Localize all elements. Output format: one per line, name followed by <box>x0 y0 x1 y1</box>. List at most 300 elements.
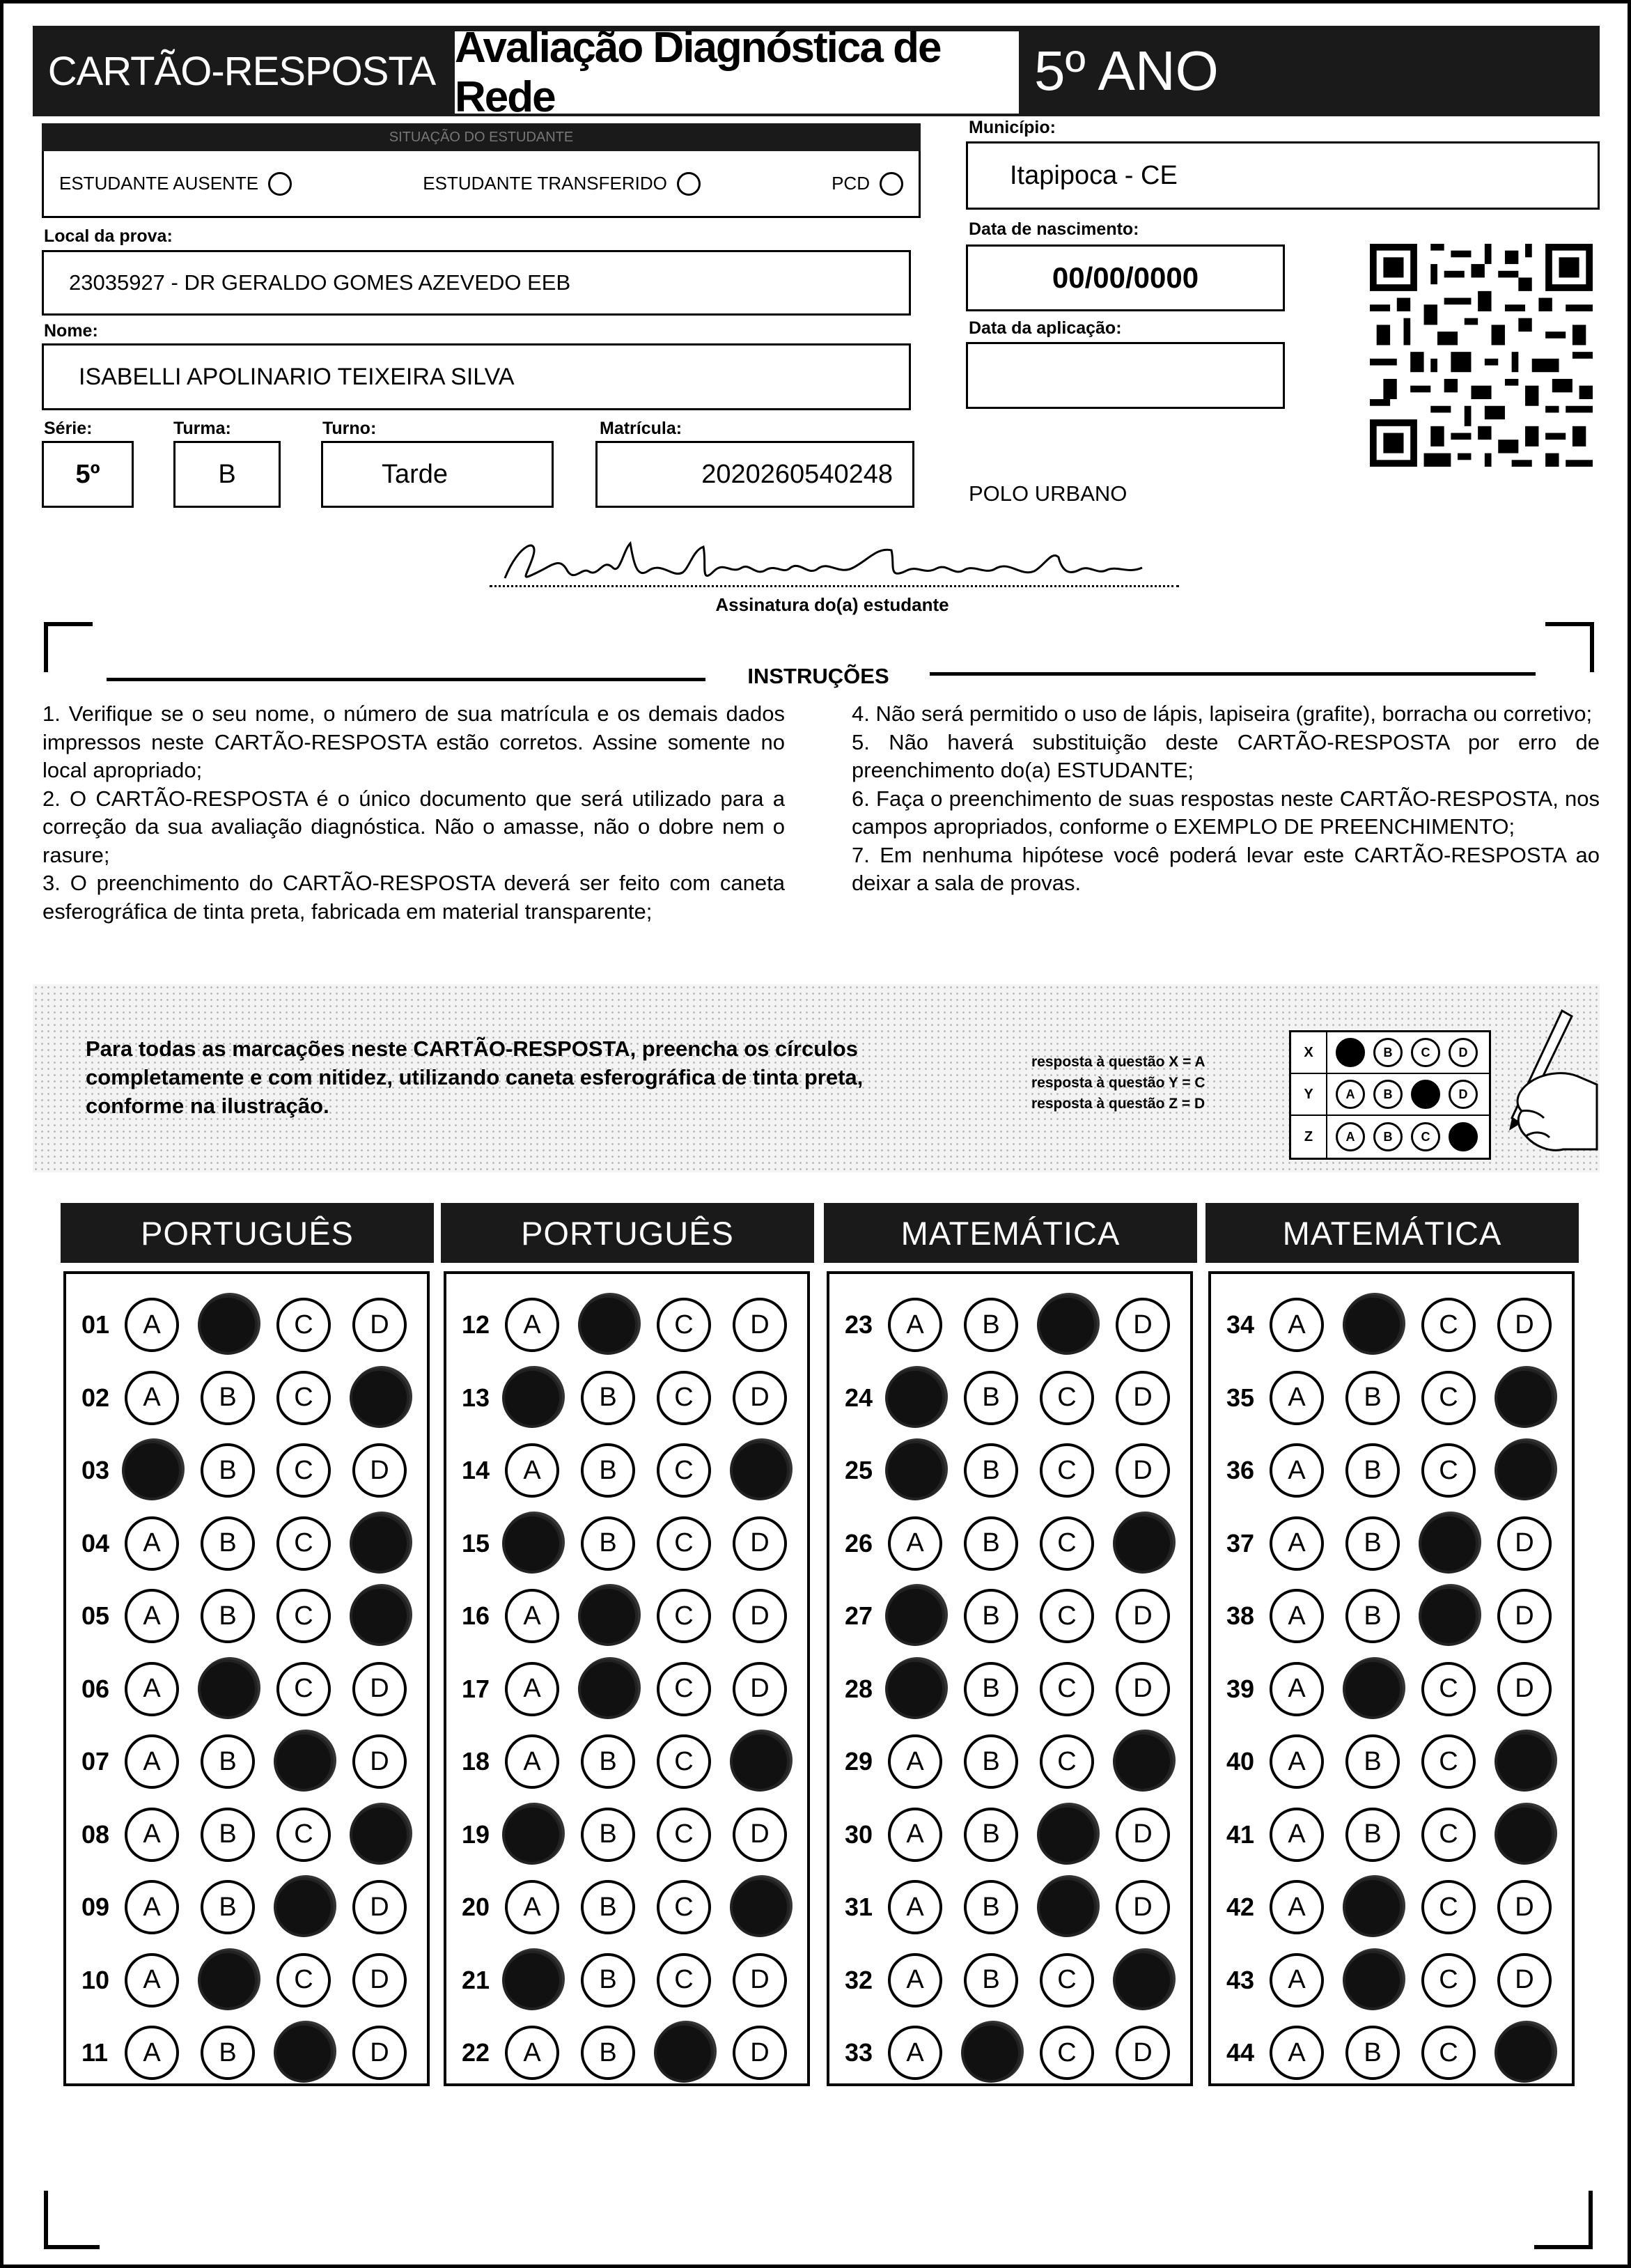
question-number: 42 <box>1226 1893 1255 1921</box>
question-row <box>81 1512 428 1575</box>
instruction-item: 4. Não será permitido o uso de lápis, lapiseira (grafite), borracha ou corretivo; <box>852 701 1593 726</box>
answer-bubble-c[interactable]: C <box>657 1298 711 1352</box>
answer-bubble-b[interactable]: B <box>201 2026 255 2080</box>
answer-bubble-a[interactable]: A <box>125 1953 179 2007</box>
answer-bubble-a[interactable]: A <box>1270 1880 1324 1934</box>
answer-bubble-c[interactable]: C <box>1421 1371 1476 1425</box>
question-number: 07 <box>81 1747 110 1776</box>
question-row <box>81 1730 428 1793</box>
answer-bubble-b[interactable]: B <box>1345 1734 1400 1789</box>
question-number: 25 <box>845 1456 873 1484</box>
example-bubble-d: D <box>1449 1080 1478 1109</box>
question-number: 22 <box>462 2038 490 2067</box>
answer-bubble-b[interactable]: B <box>964 1734 1018 1789</box>
answer-bubble-b[interactable]: B <box>964 1662 1018 1716</box>
qr-code-icon <box>1370 240 1593 470</box>
question-number: 06 <box>81 1674 110 1703</box>
answer-bubble-b[interactable]: B <box>1345 1662 1400 1716</box>
answer-bubble-b[interactable]: B <box>964 1516 1018 1571</box>
question-number: 31 <box>845 1893 873 1921</box>
question-number: 43 <box>1226 1965 1255 1994</box>
question-row <box>81 1439 428 1502</box>
answer-bubble-b[interactable]: B <box>1345 1298 1400 1352</box>
answer-bubble-a[interactable]: A <box>1270 1371 1324 1425</box>
answer-bubble-a[interactable]: A <box>888 1371 942 1425</box>
question-row <box>845 1876 1192 1939</box>
answer-bubble-a[interactable]: A <box>125 1662 179 1716</box>
question-row <box>462 1585 809 1647</box>
answer-bubble-d[interactable]: D <box>733 1808 787 1862</box>
question-row <box>1226 1658 1573 1721</box>
answer-bubble-a[interactable]: A <box>125 1516 179 1571</box>
answer-bubble-c[interactable]: C <box>657 1662 711 1716</box>
example-row-label: X <box>1291 1032 1327 1073</box>
answer-bubble-c[interactable]: C <box>1421 1953 1476 2007</box>
legend-item: resposta à questão Y = C <box>1031 1075 1205 1091</box>
question-number: 08 <box>81 1819 110 1849</box>
question-row <box>1226 1803 1573 1866</box>
answer-bubble-c[interactable]: C <box>1040 1953 1094 2007</box>
local-label: Local da prova: <box>44 226 173 246</box>
answer-bubble-b[interactable]: B <box>581 1953 635 2007</box>
answer-bubble-a[interactable]: A <box>125 1808 179 1862</box>
answer-bubble-d[interactable]: D <box>733 1371 787 1425</box>
answer-bubble-c[interactable]: C <box>276 1371 331 1425</box>
question-row <box>462 1512 809 1575</box>
answer-bubble-c[interactable]: C <box>1421 1734 1476 1789</box>
answer-bubble-b[interactable]: B <box>201 1298 255 1352</box>
header-grade: 5º ANO <box>1034 40 1219 102</box>
question-number: 12 <box>462 1310 490 1339</box>
question-row <box>1226 1439 1573 1502</box>
example-row-label: Z <box>1291 1116 1327 1158</box>
answer-bubble-d[interactable]: D <box>733 1734 787 1789</box>
answer-bubble-d[interactable]: D <box>1116 2026 1170 2080</box>
question-row <box>845 1367 1192 1429</box>
answer-bubble-c[interactable]: C <box>1040 1880 1094 1934</box>
question-row <box>462 1876 809 1939</box>
answer-bubble-b[interactable]: B <box>201 1880 255 1934</box>
answer-bubble-b[interactable]: B <box>581 1808 635 1862</box>
example-bubble-c: C <box>1411 1122 1440 1151</box>
question-number: 32 <box>845 1965 873 1994</box>
answer-bubble-d[interactable]: D <box>352 1589 407 1643</box>
answer-bubble-c[interactable]: C <box>1421 2026 1476 2080</box>
example-bubble-a <box>1336 1038 1365 1067</box>
answer-bubble-d[interactable]: D <box>733 1298 787 1352</box>
answer-bubble-d[interactable]: D <box>1497 1371 1552 1425</box>
answer-bubble-a[interactable]: A <box>888 2026 942 2080</box>
status-bar: SITUAÇÃO DO ESTUDANTE <box>42 123 921 151</box>
answer-bubble-d[interactable]: D <box>1116 1298 1170 1352</box>
answer-bubble-b[interactable]: B <box>1345 2026 1400 2080</box>
question-row <box>845 2021 1192 2084</box>
answer-bubble-c[interactable]: C <box>276 1734 331 1789</box>
answer-bubble-d[interactable]: D <box>352 1662 407 1716</box>
question-row <box>1226 1294 1573 1356</box>
question-row <box>81 1803 428 1866</box>
question-row <box>1226 1949 1573 2012</box>
answer-bubble-c[interactable]: C <box>1421 1662 1476 1716</box>
answer-bubble-c[interactable]: C <box>1040 1443 1094 1498</box>
question-number: 41 <box>1226 1819 1255 1849</box>
answer-bubble-b[interactable]: B <box>581 1298 635 1352</box>
section-header: MATEMÁTICA <box>1205 1203 1579 1263</box>
answer-bubble-c[interactable]: C <box>657 1589 711 1643</box>
answer-bubble-a[interactable]: A <box>1270 1298 1324 1352</box>
example-bubble-a: A <box>1336 1080 1365 1109</box>
answer-bubble-a[interactable]: A <box>125 1589 179 1643</box>
answer-bubble-c[interactable]: C <box>1040 1371 1094 1425</box>
answer-bubble-c[interactable]: C <box>276 1298 331 1352</box>
answer-bubble-c[interactable]: C <box>1421 1298 1476 1352</box>
answer-bubble-d[interactable]: D <box>1497 1298 1552 1352</box>
answer-bubble-d[interactable]: D <box>352 2026 407 2080</box>
section-header: PORTUGUÊS <box>441 1203 814 1263</box>
answer-bubble-c[interactable]: C <box>657 1953 711 2007</box>
legend-item: resposta à questão X = A <box>1031 1054 1205 1070</box>
status-options <box>42 151 921 218</box>
turma-label: Turma: <box>173 419 231 438</box>
pcd-option[interactable] <box>832 172 903 196</box>
answer-bubble-b[interactable]: B <box>201 1371 255 1425</box>
answer-bubble-a[interactable]: A <box>125 2026 179 2080</box>
answer-bubble-d[interactable]: D <box>1497 2026 1552 2080</box>
instruction-item: 5. Não haverá substituição deste CARTÃO-RESPOSTA por erro de preenchimento do(a) ESTUDANTE; <box>852 729 1600 782</box>
answer-bubble-a[interactable]: A <box>125 1443 179 1498</box>
answer-bubble-a[interactable]: A <box>1270 1808 1324 1862</box>
answer-bubble-d[interactable]: D <box>1497 1808 1552 1862</box>
question-number: 05 <box>81 1601 110 1630</box>
example-bubble-b: B <box>1373 1038 1403 1067</box>
question-number: 38 <box>1226 1601 1255 1630</box>
answer-bubble-c[interactable]: C <box>1421 1880 1476 1934</box>
answer-bubble-d[interactable]: D <box>1116 1808 1170 1862</box>
question-number: 44 <box>1226 2038 1255 2067</box>
answer-bubble-c[interactable]: C <box>1040 1734 1094 1789</box>
answer-bubble-c[interactable]: C <box>1040 1589 1094 1643</box>
answer-bubble-d[interactable]: D <box>352 1953 407 2007</box>
answer-bubble-d[interactable]: D <box>733 1880 787 1934</box>
answer-bubble-d[interactable]: D <box>352 1880 407 1934</box>
answer-bubble-a[interactable]: A <box>505 1371 559 1425</box>
answer-bubble-a[interactable]: A <box>505 1443 559 1498</box>
answer-bubble-a[interactable]: A <box>888 1662 942 1716</box>
answer-bubble-b[interactable]: B <box>581 2026 635 2080</box>
question-row <box>81 1876 428 1939</box>
question-number: 10 <box>81 1965 110 1994</box>
answer-bubble-d[interactable]: D <box>1116 1880 1170 1934</box>
answer-bubble-a[interactable]: A <box>888 1443 942 1498</box>
answer-bubble-b[interactable]: B <box>1345 1516 1400 1571</box>
answer-bubble-d[interactable]: D <box>1497 1516 1552 1571</box>
answer-bubble-d[interactable]: D <box>1116 1516 1170 1571</box>
section-header: PORTUGUÊS <box>61 1203 434 1263</box>
answer-bubble-c[interactable]: C <box>276 1443 331 1498</box>
answer-bubble-b[interactable]: B <box>1345 1880 1400 1934</box>
answer-bubble-d[interactable]: D <box>1497 1662 1552 1716</box>
instruction-item: 7. Em nenhuma hipótese você poderá levar este CARTÃO-RESPOSTA ao deixar a sala de provas. <box>852 842 1600 895</box>
question-number: 33 <box>845 2038 873 2067</box>
answer-bubble-a[interactable]: A <box>1270 1443 1324 1498</box>
answer-bubble-d[interactable]: D <box>1116 1589 1170 1643</box>
question-row <box>845 1585 1192 1647</box>
answer-bubble-a[interactable]: A <box>505 1808 559 1862</box>
answer-bubble-a[interactable]: A <box>125 1298 179 1352</box>
answer-bubble-d[interactable]: D <box>352 1808 407 1862</box>
matricula-field: 2020260540248 <box>595 441 914 508</box>
answer-bubble-b[interactable]: B <box>581 1516 635 1571</box>
answer-bubble-a[interactable]: A <box>505 1516 559 1571</box>
answer-bubble-c[interactable]: C <box>276 1589 331 1643</box>
answer-bubble-c[interactable]: C <box>657 2026 711 2080</box>
section-header: MATEMÁTICA <box>824 1203 1197 1263</box>
answer-bubble-a[interactable]: A <box>505 1589 559 1643</box>
answer-bubble-b[interactable]: B <box>1345 1953 1400 2007</box>
answer-bubble-b[interactable]: B <box>964 1953 1018 2007</box>
answer-bubble-b[interactable]: B <box>201 1808 255 1862</box>
example-bubble-a: A <box>1336 1122 1365 1151</box>
answer-bubble-d[interactable]: D <box>1497 1953 1552 2007</box>
answer-bubble-b[interactable]: B <box>964 2026 1018 2080</box>
question-row <box>462 1730 809 1793</box>
legend-item: resposta à questão Z = D <box>1031 1096 1205 1112</box>
question-number: 19 <box>462 1819 490 1849</box>
answer-bubble-c[interactable]: C <box>657 1516 711 1571</box>
question-number: 27 <box>845 1601 873 1630</box>
answer-bubble-b[interactable]: B <box>964 1443 1018 1498</box>
answer-bubble-a[interactable]: A <box>505 1880 559 1934</box>
example-bubble-d: D <box>1449 1038 1478 1067</box>
answer-bubble-d[interactable]: D <box>733 1443 787 1498</box>
answer-bubble-a[interactable]: A <box>505 2026 559 2080</box>
answer-bubble-b[interactable]: B <box>964 1298 1018 1352</box>
answer-bubble-b[interactable]: B <box>581 1443 635 1498</box>
corner-mark-top-right <box>1545 622 1594 672</box>
answer-bubble-d[interactable]: D <box>1116 1734 1170 1789</box>
absent-option[interactable] <box>59 172 292 196</box>
example-bubble-b: B <box>1373 1122 1403 1151</box>
polo-label: POLO URBANO <box>969 481 1127 506</box>
answer-bubble-d[interactable]: D <box>352 1443 407 1498</box>
question-row <box>81 1367 428 1429</box>
nome-field: ISABELLI APOLINARIO TEIXEIRA SILVA <box>42 343 911 410</box>
answer-bubble-b[interactable]: B <box>201 1589 255 1643</box>
question-number: 36 <box>1226 1456 1255 1484</box>
answer-bubble-d[interactable]: D <box>733 1662 787 1716</box>
question-row <box>462 1439 809 1502</box>
answer-bubble-b[interactable]: B <box>964 1880 1018 1934</box>
pcd-bubble[interactable] <box>880 172 903 196</box>
answer-bubble-d[interactable]: D <box>1497 1734 1552 1789</box>
answer-bubble-d[interactable]: D <box>733 1589 787 1643</box>
question-number: 29 <box>845 1747 873 1776</box>
answer-bubble-c[interactable]: C <box>657 1880 711 1934</box>
answer-bubble-d[interactable]: D <box>1116 1371 1170 1425</box>
answer-bubble-c[interactable]: C <box>276 1808 331 1862</box>
answer-bubble-b[interactable]: B <box>581 1880 635 1934</box>
answer-bubble-c[interactable]: C <box>1421 1808 1476 1862</box>
answer-bubble-d[interactable]: D <box>1116 1953 1170 2007</box>
answer-bubble-c[interactable]: C <box>1421 1589 1476 1643</box>
municipio-field: Itapipoca - CE <box>966 141 1600 210</box>
answer-bubble-b[interactable]: B <box>1345 1589 1400 1643</box>
answer-bubble-c[interactable]: C <box>657 1808 711 1862</box>
answer-bubble-b[interactable]: B <box>1345 1808 1400 1862</box>
answer-bubble-a[interactable]: A <box>1270 1589 1324 1643</box>
answer-bubble-c[interactable]: C <box>276 1953 331 2007</box>
example-row <box>1291 1032 1489 1074</box>
instructions-right <box>852 700 1600 898</box>
answer-bubble-d[interactable]: D <box>352 1298 407 1352</box>
answer-bubble-b[interactable]: B <box>581 1371 635 1425</box>
transferred-option[interactable] <box>423 172 701 196</box>
answer-bubble-b[interactable]: B <box>201 1662 255 1716</box>
question-row <box>1226 1585 1573 1647</box>
answer-bubble-d[interactable]: D <box>1116 1443 1170 1498</box>
question-row <box>1226 1512 1573 1575</box>
answer-section-box <box>63 1271 430 2086</box>
answer-bubble-a[interactable]: A <box>888 1298 942 1352</box>
nascimento-label: Data de nascimento: <box>969 219 1139 239</box>
answer-bubble-c[interactable]: C <box>657 1734 711 1789</box>
question-row <box>845 1512 1192 1575</box>
question-number: 13 <box>462 1383 490 1412</box>
answer-bubble-c[interactable]: C <box>1421 1443 1476 1498</box>
answer-bubble-c[interactable]: C <box>276 1516 331 1571</box>
question-row <box>81 1585 428 1647</box>
answer-bubble-a[interactable]: A <box>1270 1953 1324 2007</box>
instructions-rule-right <box>930 672 1536 676</box>
answer-bubble-c[interactable]: C <box>1040 1662 1094 1716</box>
question-number: 09 <box>81 1893 110 1921</box>
answer-bubble-a[interactable]: A <box>888 1516 942 1571</box>
answer-bubble-b[interactable]: B <box>581 1662 635 1716</box>
answer-bubble-a[interactable]: A <box>125 1880 179 1934</box>
answer-bubble-b[interactable]: B <box>1345 1443 1400 1498</box>
signature-scribble <box>491 529 1180 592</box>
hand-with-pen-icon <box>1480 1007 1598 1181</box>
question-number: 24 <box>845 1383 873 1412</box>
answer-bubble-d[interactable]: D <box>1497 1880 1552 1934</box>
answer-bubble-c[interactable]: C <box>657 1443 711 1498</box>
question-number: 37 <box>1226 1528 1255 1558</box>
answer-bubble-d[interactable]: D <box>352 1371 407 1425</box>
transferred-bubble[interactable] <box>677 172 701 196</box>
question-number: 21 <box>462 1965 490 1994</box>
question-row <box>1226 2021 1573 2084</box>
answer-bubble-a[interactable]: A <box>505 1734 559 1789</box>
answer-bubble-c[interactable]: C <box>1040 1298 1094 1352</box>
answer-bubble-a[interactable]: A <box>125 1734 179 1789</box>
answer-bubble-d[interactable]: D <box>733 1953 787 2007</box>
answer-bubble-a[interactable]: A <box>125 1371 179 1425</box>
turma-field: B <box>173 441 281 508</box>
question-row <box>845 1803 1192 1866</box>
answer-bubble-b[interactable]: B <box>964 1589 1018 1643</box>
answer-bubble-a[interactable]: A <box>888 1734 942 1789</box>
answer-bubble-c[interactable]: C <box>1040 1516 1094 1571</box>
answer-bubble-a[interactable]: A <box>888 1880 942 1934</box>
example-row-label: Y <box>1291 1074 1327 1114</box>
answer-bubble-d[interactable]: D <box>733 2026 787 2080</box>
answer-bubble-c[interactable]: C <box>276 2026 331 2080</box>
signature-caption: Assinatura do(a) estudante <box>715 594 949 615</box>
nome-label: Nome: <box>44 321 98 341</box>
answer-bubble-d[interactable]: D <box>352 1734 407 1789</box>
question-number: 28 <box>845 1674 873 1703</box>
answer-bubble-b[interactable]: B <box>964 1371 1018 1425</box>
answer-bubble-b[interactable]: B <box>1345 1371 1400 1425</box>
answer-bubble-c[interactable]: C <box>1040 2026 1094 2080</box>
question-number: 26 <box>845 1528 873 1558</box>
answer-bubble-a[interactable]: A <box>505 1662 559 1716</box>
answer-section-box <box>1208 1271 1575 2086</box>
serie-field: 5º <box>42 441 134 508</box>
answer-bubble-b[interactable]: B <box>581 1734 635 1789</box>
answer-bubble-a[interactable]: A <box>505 1953 559 2007</box>
question-row <box>81 1294 428 1356</box>
answer-bubble-a[interactable]: A <box>1270 1734 1324 1789</box>
answer-bubble-c[interactable]: C <box>276 1662 331 1716</box>
answer-bubble-a[interactable]: A <box>1270 1662 1324 1716</box>
answer-bubble-d[interactable]: D <box>733 1516 787 1571</box>
answer-bubble-c[interactable]: C <box>1040 1808 1094 1862</box>
answer-bubble-c[interactable]: C <box>657 1371 711 1425</box>
local-field: 23035927 - DR GERALDO GOMES AZEVEDO EEB <box>42 250 911 316</box>
signature-line <box>490 585 1179 587</box>
answer-bubble-b[interactable]: B <box>201 1516 255 1571</box>
answer-bubble-d[interactable]: D <box>352 1516 407 1571</box>
question-number: 30 <box>845 1819 873 1849</box>
absent-bubble[interactable] <box>268 172 292 196</box>
answer-bubble-b[interactable]: B <box>201 1443 255 1498</box>
question-number: 16 <box>462 1601 490 1630</box>
answer-bubble-a[interactable]: A <box>1270 1516 1324 1571</box>
answer-bubble-a[interactable]: A <box>1270 2026 1324 2080</box>
question-number: 03 <box>81 1456 110 1484</box>
answer-bubble-d[interactable]: D <box>1116 1662 1170 1716</box>
example-bubble-b: B <box>1373 1080 1403 1109</box>
example-bubble-c <box>1411 1080 1440 1109</box>
answer-bubble-d[interactable]: D <box>1497 1443 1552 1498</box>
answer-bubble-a[interactable]: A <box>888 1589 942 1643</box>
question-number: 39 <box>1226 1674 1255 1703</box>
question-number: 34 <box>1226 1310 1255 1339</box>
answer-bubble-a[interactable]: A <box>505 1298 559 1352</box>
answer-bubble-a[interactable]: A <box>888 1808 942 1862</box>
instruction-item: 1. Verifique se o seu nome, o número de sua matrícula e os demais dados impressos neste CARTÃO-RESPOSTA estão corretos. Assine somente no local apropriado; <box>42 701 785 782</box>
fill-example-legend <box>1031 1052 1282 1114</box>
corner-mark-top-left <box>44 622 93 672</box>
aplicacao-label: Data da aplicação: <box>969 318 1122 338</box>
question-row <box>462 1803 809 1866</box>
question-row <box>81 2021 428 2084</box>
answer-bubble-d[interactable]: D <box>1497 1589 1552 1643</box>
question-row <box>1226 1730 1573 1793</box>
answer-bubble-c[interactable]: C <box>276 1880 331 1934</box>
instruction-item: 6. Faça o preenchimento de suas respostas neste CARTÃO-RESPOSTA, nos campos apropriados, conforme o EXEMPLO DE PREENCHIMENTO; <box>852 786 1600 839</box>
answer-bubble-b[interactable]: B <box>581 1589 635 1643</box>
corner-mark-bottom-right <box>1534 2191 1593 2249</box>
answer-bubble-b[interactable]: B <box>964 1808 1018 1862</box>
example-bubble-d <box>1449 1122 1478 1151</box>
answer-bubble-b[interactable]: B <box>201 1734 255 1789</box>
answer-bubble-b[interactable]: B <box>201 1953 255 2007</box>
answer-bubble-a[interactable]: A <box>888 1953 942 2007</box>
answer-bubble-c[interactable]: C <box>1421 1516 1476 1571</box>
example-row <box>1291 1074 1489 1116</box>
